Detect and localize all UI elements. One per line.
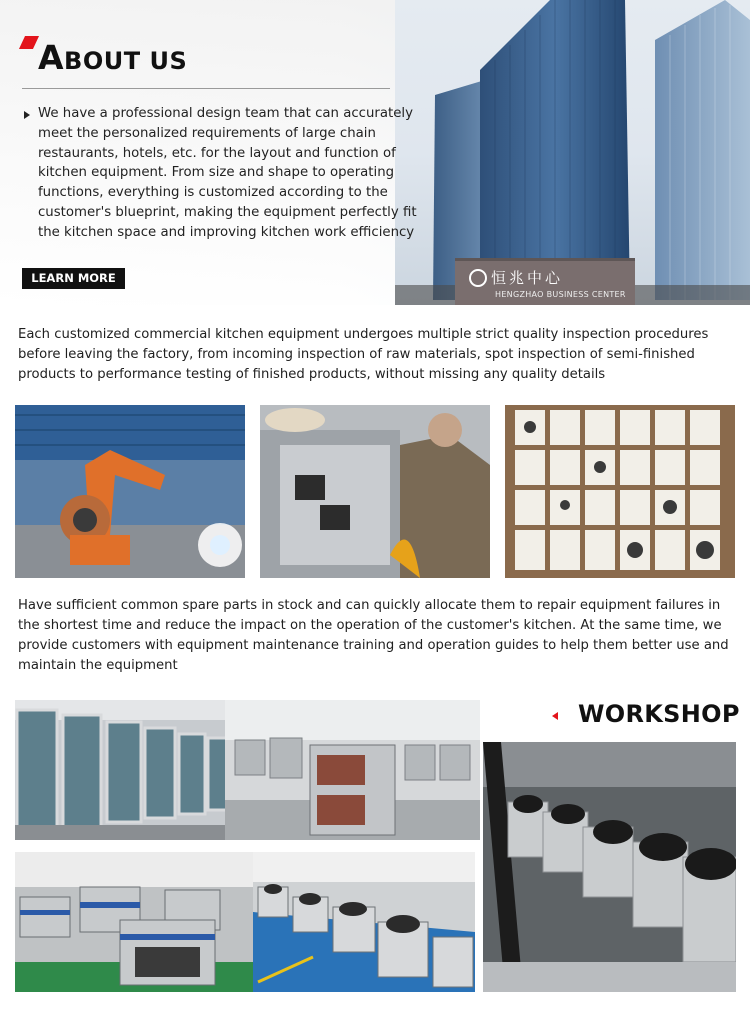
building-logo-icon bbox=[469, 269, 487, 287]
ovens-workshop-photo bbox=[225, 700, 480, 840]
title-first-letter: A bbox=[38, 38, 65, 77]
machine-rows-photo bbox=[253, 852, 475, 992]
workshop-title: WORKSHOP bbox=[578, 700, 740, 728]
bullet-arrow-icon bbox=[24, 111, 30, 119]
sign-chinese-text: 恒兆中心 bbox=[491, 269, 564, 287]
title-rest: BOUT US bbox=[64, 47, 188, 75]
robot-welding-photo bbox=[15, 405, 245, 578]
assembly-worker-photo bbox=[260, 405, 490, 578]
title-divider bbox=[22, 88, 390, 89]
cooking-machines-photo bbox=[483, 742, 736, 992]
parts-wall-photo bbox=[505, 405, 735, 578]
quality-paragraph: Each customized commercial kitchen equipment undergoes multiple strict quality inspection procedures before leaving the factory, from incoming inspection of raw materials, spot inspection of semi-finished products to performance testing of finished products, without missing any quality details bbox=[18, 327, 709, 382]
building-sign bbox=[455, 258, 635, 305]
sign-english-text: HENGZHAO BUSINESS CENTER bbox=[495, 290, 626, 299]
page-title bbox=[38, 38, 187, 77]
spare-parts-paragraph: Have sufficient common spare parts in stock and can quickly allocate them to repair equipment failures in the shortest time and reduce the impact on the operation of the customer's kitchen. At the same time, we provide customers with equipment maintenance training and operation guides to help them better use and maintain the equipment bbox=[18, 598, 729, 673]
griddles-workshop-photo bbox=[15, 852, 265, 992]
about-paragraph: We have a professional design team that can accurately meet the personalized requirements of large chain restaurants, hotels, etc. for the layout and function of kitchen equipment. From size and shape to operating functions, everything is customized according to the customer's blueprint, making the equipment perfectly fit the kitchen space and improving kitchen work efficiency bbox=[38, 106, 417, 240]
refrigerator-line-photo bbox=[15, 700, 237, 840]
about-us-hero bbox=[0, 0, 750, 305]
learn-more-button[interactable]: LEARN MORE bbox=[22, 268, 125, 289]
workshop-accent-icon bbox=[552, 712, 558, 720]
